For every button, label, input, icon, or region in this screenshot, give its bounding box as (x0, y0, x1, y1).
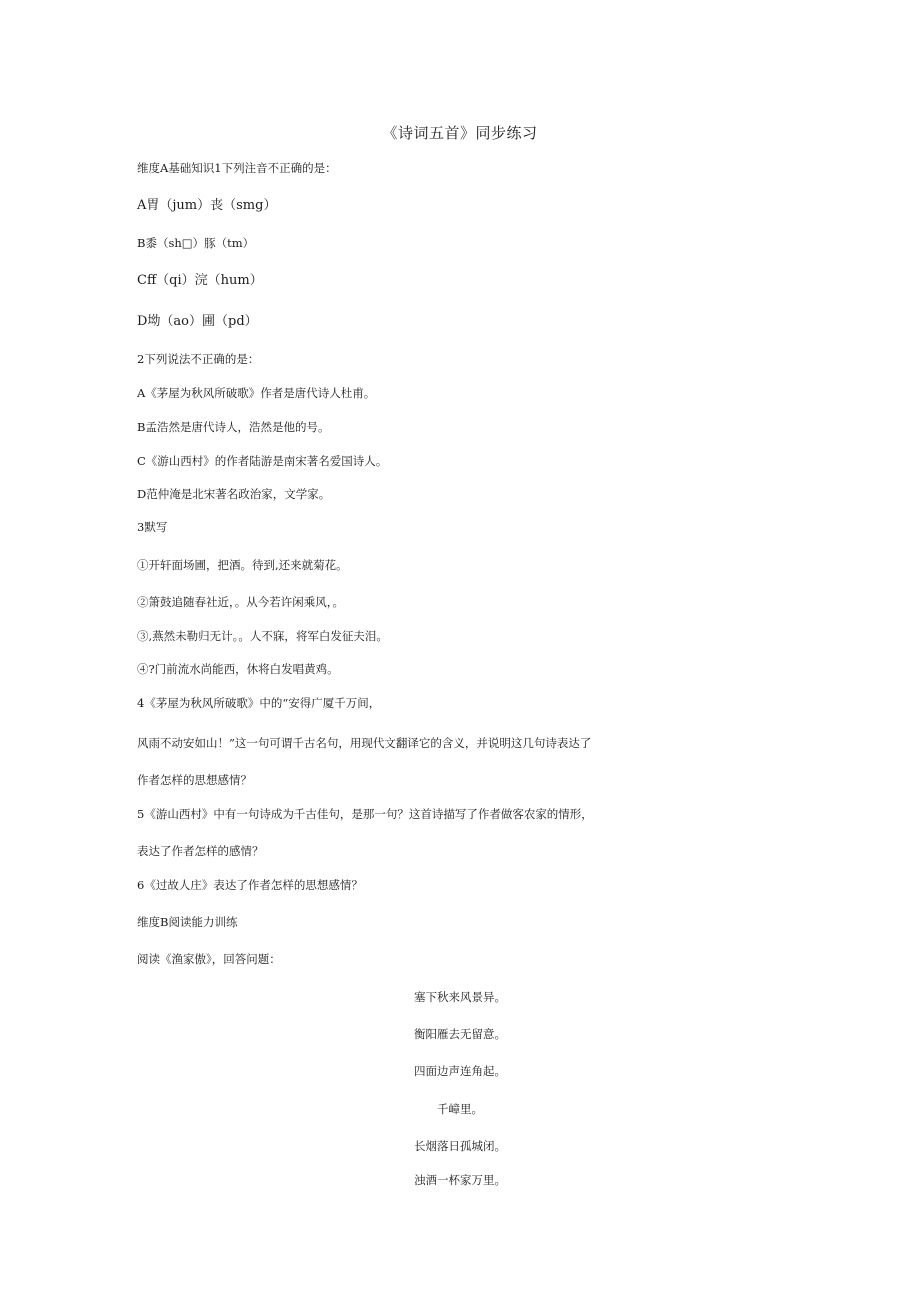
page-title: 《诗词五首》同步练习 (382, 124, 538, 142)
dimension-a-heading: 维度A基础知识1下列注音不正确的是： (137, 161, 337, 175)
q1-option-c: Cff（qi）浣（hum） (137, 273, 263, 288)
reading-instruction: 阅读《渔家傲》，回答问题： (137, 952, 281, 966)
q3-item-1: ①开轩面场圃，把酒。待到,还来就菊花。 (137, 558, 348, 572)
poem-line-4: 千嶂里。 (437, 1102, 483, 1116)
q4-prompt-line-3: 作者怎样的思想感情？ (137, 773, 252, 787)
q5-prompt-line-1: 5《游山西村》中有一句诗成为千古佳句，是那一句？这首诗描写了作者做客农家的情形， (137, 807, 593, 821)
q4-prompt-line-1: 4《茅屋为秋风所破歌》中的“安得广厦千万间， (137, 696, 381, 710)
q2-option-d: D范仲淹是北宋著名政治家，文学家。 (137, 487, 331, 501)
q1-option-b: B黍（sh□）豚（tm） (137, 236, 255, 250)
q3-prompt: 3默写 (137, 520, 168, 534)
poem-line-6: 浊酒一杯家万里。 (414, 1173, 506, 1187)
q6-prompt: 6《过故人庄》表达了作者怎样的思想感情？ (137, 878, 363, 892)
dimension-b-heading: 维度B阅读能力训练 (137, 915, 238, 929)
q3-item-2: ②箫鼓追随春社近，。从今若许闲乘风，。 (137, 595, 344, 609)
q3-item-4: ④?门前流水尚能西，休将白发唱黄鸡。 (137, 662, 339, 676)
q2-prompt: 2下列说法不正确的是： (137, 352, 260, 366)
q2-option-b: B孟浩然是唐代诗人，浩然是他的号。 (137, 420, 330, 434)
poem-line-5: 长烟落日孤城闭。 (414, 1139, 506, 1153)
poem-line-1: 塞下秋来风景异。 (414, 990, 506, 1004)
poem-line-2: 衡阳雁去无留意。 (414, 1027, 506, 1041)
q4-prompt-line-2: 风雨不动安如山！”这一句可谓千古名句，用现代文翻译它的含义，并说明这几句诗表达了 (137, 736, 592, 750)
q5-prompt-line-2: 表达了作者怎样的感情？ (137, 844, 264, 858)
poem-line-3: 四面边声连角起。 (414, 1064, 506, 1078)
q1-option-d: D坳（ao）圃（pd） (137, 314, 258, 329)
q1-option-a: A胃（jum）丧（smg） (137, 198, 277, 213)
q2-option-a: A《茅屋为秋风所破歌》作者是唐代诗人杜甫。 (137, 386, 376, 400)
q2-option-c: C《游山西村》的作者陆游是南宋著名爱国诗人。 (137, 454, 388, 468)
q3-item-3: ③,燕然未勒归无计。。人不寐，将军白发征夫泪。 (137, 629, 388, 643)
